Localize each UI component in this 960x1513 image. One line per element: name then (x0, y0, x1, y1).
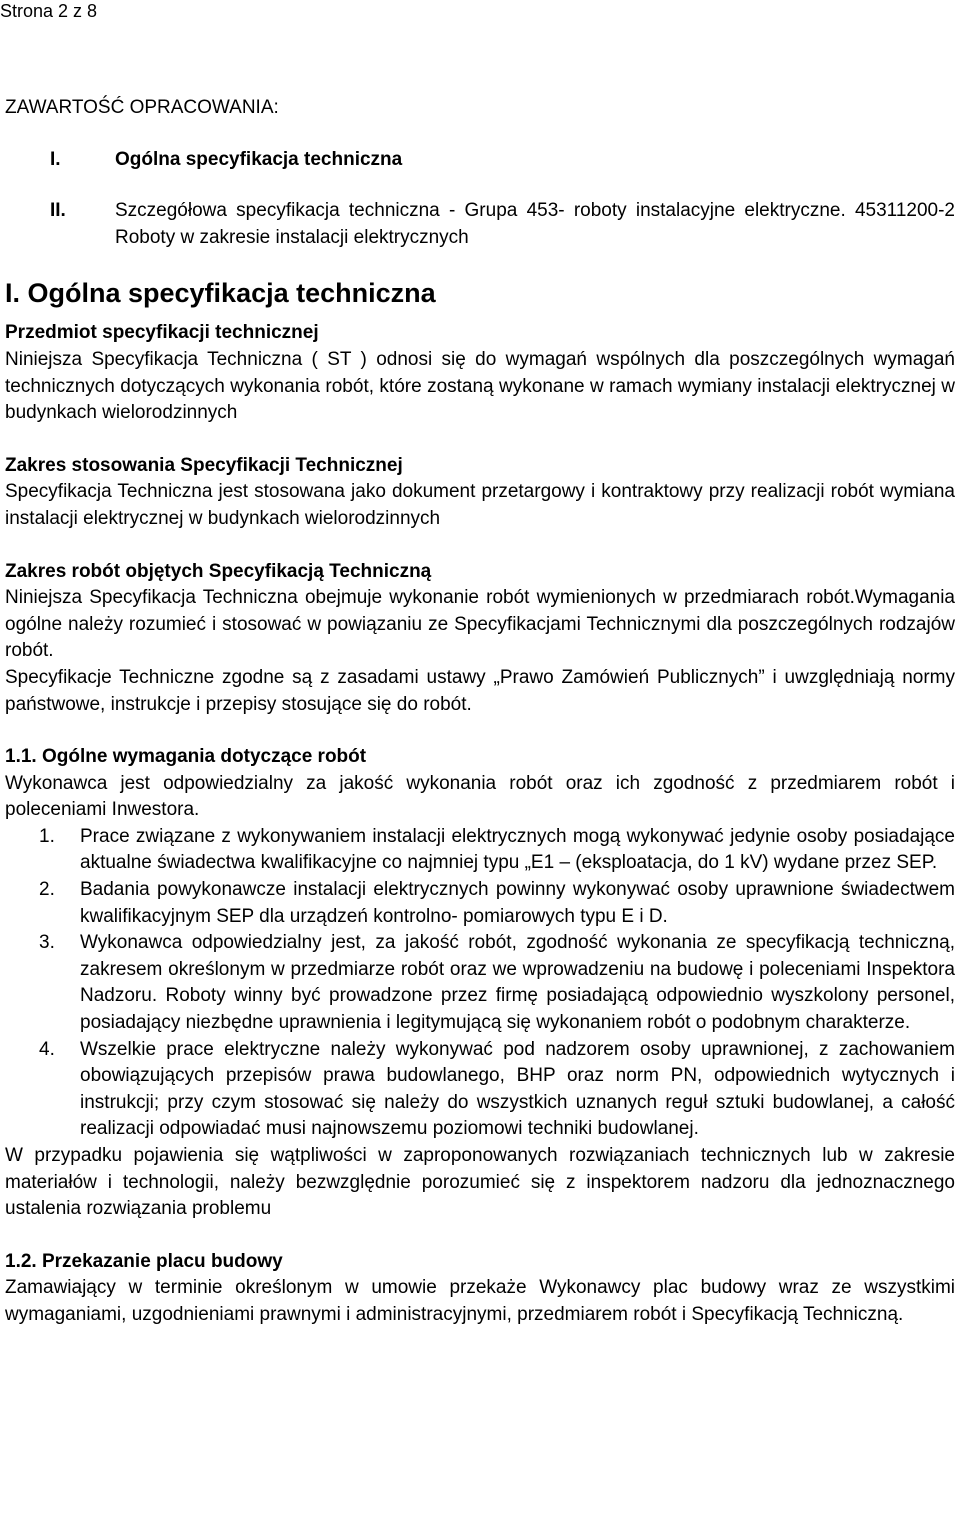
site-handover-paragraph: Zamawiający w terminie określonym w umowie przekaże Wykonawcy plac budowy wraz ze wszystkimi wymaganiami, uzgodnieniami prawnymi i administracyjnymi, przedmiarem robót i Specyfikacją Techniczną. (5, 1277, 955, 1325)
toc-item-1 (5, 147, 955, 174)
subject-paragraph: Niniejsza Specyfikacja Techniczna ( ST ) odnosi się do wymagań wspólnych dla poszczególnych wymagań technicznych dotyczących wykonania robót, które zostaną wykonane w ramach wymiany instalacji elektrycznej w budynkach wielorodzinnych (5, 348, 955, 424)
works-scope-paragraph-1: Niniejsza Specyfikacja Techniczna obejmuje wykonanie robót wymienionych w przedmiarach robót.Wymagania ogólne należy rozumieć i stosować w powiązaniu ze Specyfikacjami Technicznymi dla poszczególnych rodzajów robót. (5, 587, 955, 662)
general-requirements-heading: 1.1. Ogólne wymagania dotyczące robót (5, 746, 367, 768)
site-handover-heading: 1.2. Przekazanie placu budowy (5, 1250, 283, 1272)
list-item-number: 2. (39, 879, 55, 901)
scope-heading: Zakres stosowania Specyfikacji Technicznej (5, 454, 403, 476)
list-item-text: Wykonawca odpowiedzialny jest, za jakość robót, zgodność wykonania ze specyfikacją techniczną, zakresem określonym w przedmiarze robót oraz we wprowadzeniu na budowę i poleceniami Inspektora Nadzoru. Roboty winny być prowadzone przez firmę posiadającą odpowiednio wyszkolony personel, posiadający niezbędne uprawnienia i legitymującą się wykonaniem robót o podobnym charakterze. (80, 932, 955, 1034)
list-item-text: Prace związane z wykonywaniem instalacji elektrycznych mogą wykonywać jedynie osoby posiadające aktualne świadectwa kwalifikacyjne co najmniej typu „E1 – (eksploatacja, do 1 kV) wydane przez SEP. (80, 825, 955, 874)
works-scope-heading: Zakres robót objętych Specyfikacją Techniczną (5, 560, 432, 582)
page-number-header: Strona 2 z 8 (0, 1, 98, 21)
list-item (5, 930, 955, 1036)
list-item-number: 4. (39, 1038, 55, 1060)
list-item (5, 1037, 955, 1143)
list-item-number: 1. (39, 825, 55, 847)
requirements-list (5, 824, 955, 1143)
toc-title: ZAWARTOŚĆ OPRACOWANIA: (5, 97, 279, 118)
works-scope-paragraph-2: Specyfikacje Techniczne zgodne są z zasadami ustawy „Prawo Zamówień Publicznych” i uwzględniają normy państwowe, instrukcje i przepisy stosujące się do robót. (5, 666, 955, 715)
toc-item-text: Ogólna specyfikacja techniczna (115, 148, 403, 170)
toc-item-number: I. (50, 148, 61, 170)
list-item-text: Wszelkie prace elektryczne należy wykonywać pod nadzorem osoby uprawnionej, z zachowaniem obowiązujących przepisów prawa budowlanego, BHP oraz norm PN, odpowiednich wytycznych i instrukcji; przy czym stosować się należy do wszystkich uznanych reguł sztuki budowlanej, a całość realizacji odpowiadać musi najnowszemu poziomowi techniki budowlanej. (80, 1038, 955, 1140)
toc-item-2 (5, 198, 955, 251)
document-body (5, 95, 955, 1329)
list-item-number: 3. (39, 932, 55, 954)
closing-paragraph: W przypadku pojawienia się wątpliwości w zaproponowanych rozwiązaniach technicznych lub w zakresie materiałów i technologii, należy bezwzględnie porozumieć się z inspektorem nadzoru dla jednoznacznego ustalenia rozwiązania problemu (5, 1145, 955, 1220)
general-requirements-intro: Wykonawca jest odpowiedzialny za jakość wykonania robót oraz ich zgodność z przedmiarem robót i poleceniami Inwestora. (5, 772, 955, 821)
list-item-text: Badania powykonawcze instalacji elektrycznych powinny wykonywać osoby uprawnione świadectwem kwalifikacyjnym SEP dla urządzeń kontrolno- pomiarowych typu E i D. (80, 879, 955, 927)
toc-item-number: II. (50, 200, 66, 222)
scope-paragraph: Specyfikacja Techniczna jest stosowana jako dokument przetargowy i kontraktowy przy realizacji robót wymiana instalacji elektrycznej w budynkach wielorodzinnych (5, 481, 955, 529)
subject-heading: Przedmiot specyfikacji technicznej (5, 322, 319, 344)
section-heading-general-spec: I. Ogólna specyfikacja techniczna (5, 278, 436, 309)
list-item (5, 824, 955, 877)
toc-item-text: Szczegółowa specyfikacja techniczna - Grupa 453- roboty instalacyjne elektryczne. 45311200-2 Roboty w zakresie instalacji elektrycznych (115, 200, 955, 248)
list-item (5, 877, 955, 930)
